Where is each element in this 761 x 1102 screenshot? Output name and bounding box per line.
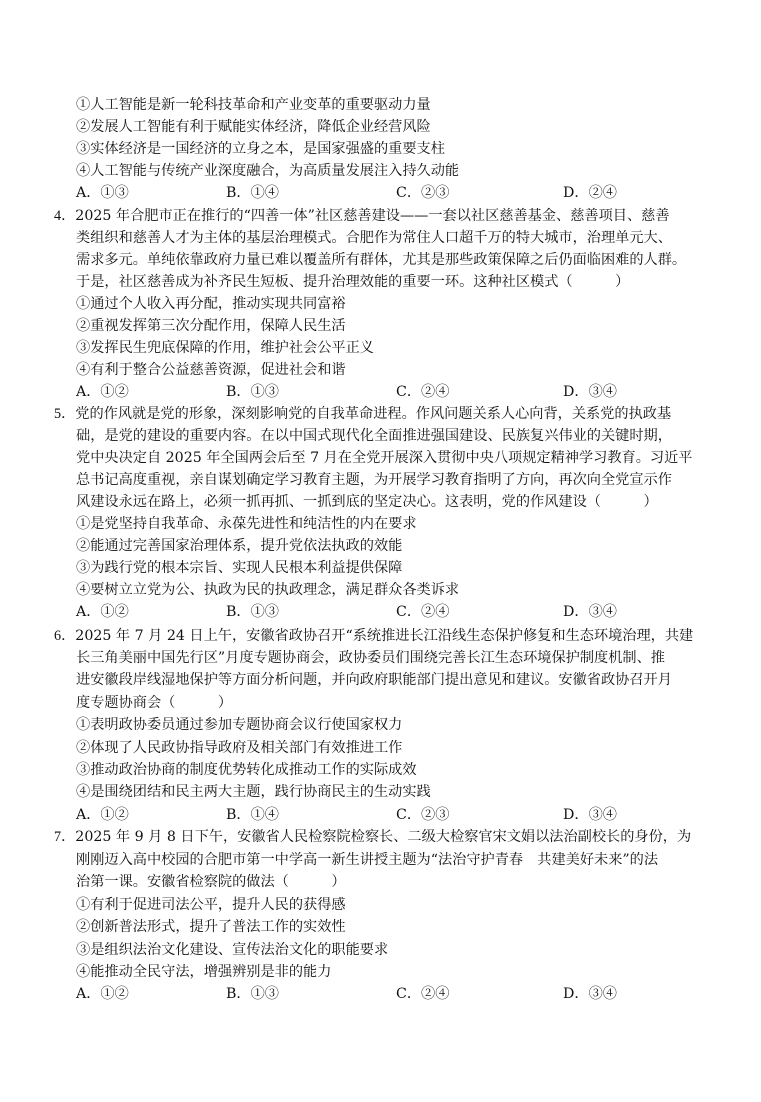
choice-c: C．②④: [396, 604, 450, 620]
stem-text: 于是，社区慈善成为补齐民生短板、提升治理效能的重要一环。这种社区模式（ ）: [76, 274, 630, 290]
option-line: ④要树立立党为公、执政为民的执政理念，满足群众各类诉求: [76, 582, 460, 598]
choice-d: D．③④: [563, 807, 617, 823]
option-line: ④人工智能与传统产业深度融合，为高质量发展注入持久动能: [76, 163, 460, 179]
option-line: ③实体经济是一国经济的立身之本，是国家强盛的重要支柱: [76, 141, 445, 157]
question-stem: [54, 625, 761, 647]
choice-a: A．①②: [76, 604, 129, 620]
question-number: 7．: [54, 829, 76, 845]
stem-text: 2025 年合肥市正在推行的“四善一体”社区慈善建设——一套以社区慈善基金、慈善项目、慈善: [75, 208, 670, 224]
choice-d: D．③④: [563, 986, 617, 1002]
option-line: ④能推动全民守法，增强辨别是非的能力: [76, 964, 332, 980]
question-stem: [54, 205, 761, 227]
option-line: ①通过个人收入再分配，推动实现共同富裕: [76, 296, 346, 312]
option-line: ①表明政协委员通过参加专题协商会议行使国家权力: [76, 717, 403, 733]
option-line: ②重视发挥第三次分配作用，保障人民生活: [76, 318, 346, 334]
choice-d: D．②④: [563, 185, 617, 201]
choice-b: B．①③: [226, 604, 279, 620]
option-line: ②发展人工智能有利于赋能实体经济，降低企业经营风险: [76, 119, 431, 135]
stem-text: 党中央决定自 2025 年全国两会后至 7 月在全党开展深入贯彻中央八项规定精神学习教育。习近平: [76, 450, 693, 466]
option-line: ①人工智能是新一轮科技革命和产业变革的重要驱动力量: [76, 97, 431, 113]
question-number: 6．: [54, 628, 76, 644]
choice-b: B．①④: [226, 185, 279, 201]
stem-text: 治第一课。安徽省检察院的做法（ ）: [76, 874, 346, 890]
choice-c: C．②④: [396, 986, 450, 1002]
choice-a: A．①②: [76, 384, 129, 400]
choice-b: B．①③: [226, 384, 279, 400]
question-stem: [54, 403, 761, 425]
answer-choices: [0, 804, 761, 826]
choice-a: A．①③: [76, 185, 129, 201]
option-line: ①有利于促进司法公平，提升人民的获得感: [76, 897, 346, 913]
stem-text: 2025 年 9 月 8 日下午，安徽省人民检察院检察长、二级大检察官宋文娟以法治副校长的身份，为: [75, 829, 692, 845]
choice-a: A．①②: [76, 807, 129, 823]
stem-text: 需求多元。单纯依靠政府力量已难以覆盖所有群体，尤其是那些政策保障之后仍面临困难的人群。: [76, 252, 687, 268]
answer-choices: [0, 182, 761, 204]
choice-b: B．①③: [226, 986, 279, 1002]
choice-c: C．②③: [396, 807, 450, 823]
option-line: ④是围绕团结和民主两大主题，践行协商民主的生动实践: [76, 784, 431, 800]
option-line: ③是组织法治文化建设、宣传法治文化的职能要求: [76, 942, 389, 958]
answer-choices: [0, 601, 761, 623]
option-line: ③为践行党的根本宗旨、实现人民根本利益提供保障: [76, 560, 403, 576]
question-number: 4．: [54, 208, 76, 224]
choice-c: C．②③: [396, 185, 450, 201]
stem-text: 类组织和慈善人才为主体的基层治理模式。合肥作为常住人口超千万的特大城市，治理单元大、: [76, 230, 672, 246]
option-line: ④有利于整合公益慈善资源，促进社会和谐: [76, 362, 346, 378]
stem-text: 总书记高度重视，亲自谋划确定学习教育主题，为开展学习教育指明了方向，再次向全党宣示作: [76, 472, 672, 488]
question-stem: [54, 826, 761, 848]
stem-text: 础，是党的建设的重要内容。在以中国式现代化全面推进强国建设、民族复兴伟业的关键时期，: [76, 428, 672, 444]
option-line: ②体现了人民政协指导政府及相关部门有效推进工作: [76, 740, 403, 756]
option-line: ③推动政治协商的制度优势转化成推动工作的实际成效: [76, 762, 417, 778]
option-line: ②能通过完善国家治理体系，提升党依法执政的效能: [76, 538, 403, 554]
choice-b: B．①④: [226, 807, 279, 823]
choice-d: D．③④: [563, 384, 617, 400]
choice-c: C．②④: [396, 384, 450, 400]
choice-a: A．①②: [76, 986, 129, 1002]
answer-choices: [0, 381, 761, 403]
option-line: ②创新普法形式，提升了普法工作的实效性: [76, 919, 346, 935]
stem-text: 2025 年 7 月 24 日上午，安徽省政协召开“系统推进长江沿线生态保护修复和生态环境治理，共建: [75, 628, 694, 644]
stem-text: 进安徽段岸线湿地保护等方面分析问题，并向政府职能部门提出意见和建议。安徽省政协召开月: [76, 672, 672, 688]
stem-text: 风建设永远在路上，必须一抓再抓、一抓到底的坚定决心。这表明，党的作风建设（ ）: [76, 494, 658, 510]
question-number: 5．: [54, 406, 76, 422]
stem-text: 长三角美丽中国先行区”月度专题协商会，政协委员们围绕完善长江生态环境保护制度机制、推: [76, 650, 665, 666]
stem-text: 度专题协商会（ ）: [76, 695, 233, 711]
answer-choices: [0, 983, 761, 1005]
option-line: ③发挥民生兜底保障的作用，维护社会公平正义: [76, 340, 374, 356]
option-line: ①是党坚持自我革命、永葆先进性和纯洁性的内在要求: [76, 516, 417, 532]
stem-text: 党的作风就是党的形象，深刻影响党的自我革命进程。作风问题关系人心向背，关系党的执政基: [75, 406, 672, 422]
stem-text: 刚刚迈入高中校园的合肥市第一中学高一新生讲授主题为“法治守护青春 共建美好未来”的法: [76, 852, 659, 868]
choice-d: D．③④: [563, 604, 617, 620]
